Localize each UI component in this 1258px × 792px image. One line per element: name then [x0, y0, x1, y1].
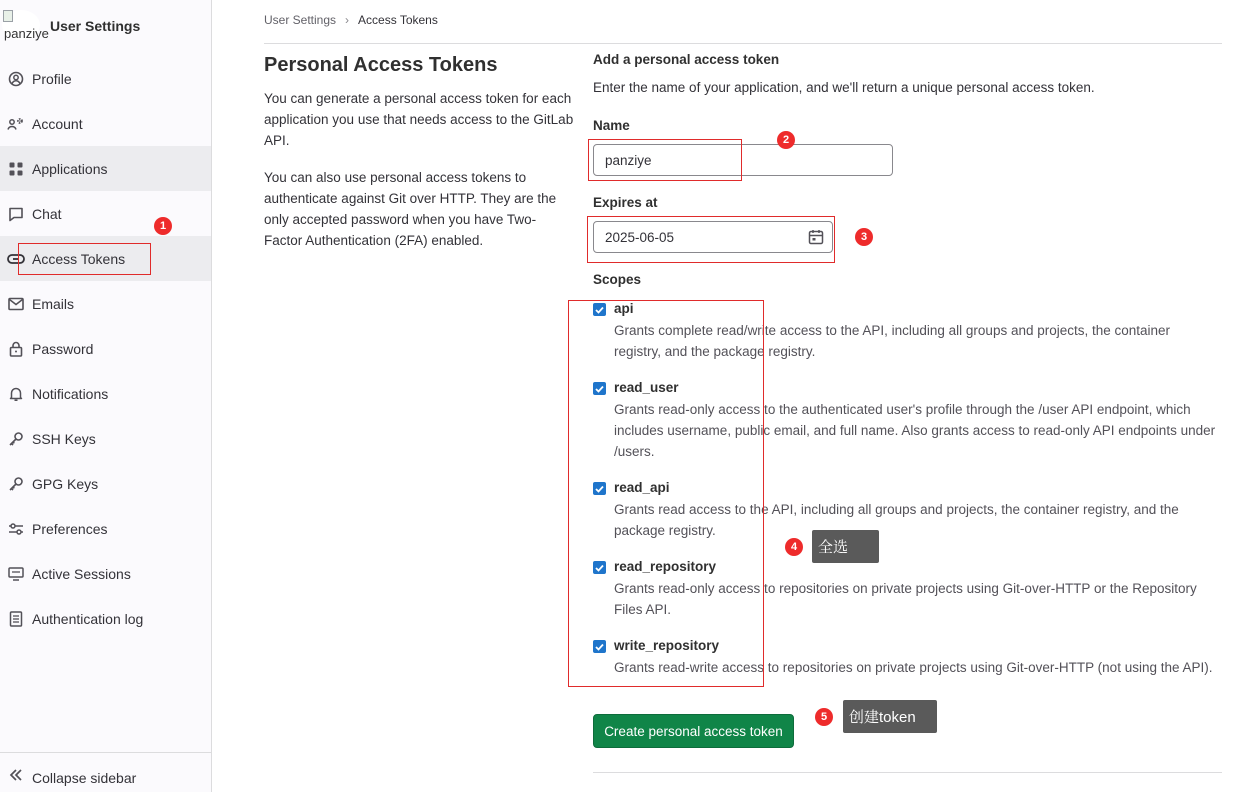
sidebar-item-emails[interactable]: [0, 281, 211, 326]
sidebar-item-label: Chat: [32, 205, 62, 222]
breadcrumb: [264, 13, 438, 27]
sidebar-item-password[interactable]: [0, 326, 211, 371]
sidebar-title[interactable]: User Settings: [50, 18, 141, 34]
sidebar-item-label: Profile: [32, 70, 72, 87]
expires-label: Expires at: [593, 195, 658, 210]
sidebar-item-label: SSH Keys: [32, 430, 96, 447]
sidebar-item-label: Applications: [32, 160, 108, 177]
mail-icon: [7, 295, 25, 313]
sidebar-item-label: Password: [32, 340, 94, 357]
scope-name[interactable]: write_repository: [614, 638, 720, 653]
scope-description: Grants read-only access to repositories on private projects using Git-over-HTTP or the Repository Files API.: [614, 581, 1197, 617]
scopes-label: Scopes: [593, 272, 642, 287]
annotation-box-name: [588, 139, 742, 181]
sidebar-item-label: Active Sessions: [32, 565, 131, 582]
chat-icon: [7, 205, 25, 223]
annotation-badge: 3: [855, 228, 873, 246]
annotation-box-access-tokens: [18, 243, 151, 275]
sidebar-header: [0, 0, 211, 56]
sidebar-item-profile[interactable]: [0, 56, 211, 101]
name-label: Name: [593, 118, 630, 133]
sidebar-item-label: Preferences: [32, 520, 108, 537]
scope-name[interactable]: read_repository: [614, 559, 717, 574]
sidebar-item-ssh-keys[interactable]: [0, 416, 211, 461]
sidebar-item-preferences[interactable]: [0, 506, 211, 551]
sidebar-item-active-sessions[interactable]: [0, 551, 211, 596]
page-title: Personal Access Tokens: [264, 54, 498, 76]
sidebar-item-label: GPG Keys: [32, 475, 99, 492]
scope-description: Grants read access to the API, including all groups and projects, the container registry, and the package registry.: [614, 502, 1179, 538]
intro-paragraph: You can also use personal access tokens to authenticate against Git over HTTP. They are the only accepted password when you have Two-Factor Authentication (2FA) enabled.: [264, 170, 557, 248]
monitor-icon: [7, 565, 25, 583]
divider: [593, 772, 1222, 773]
profile-icon: [7, 70, 25, 88]
breadcrumb-parent-link[interactable]: User Settings: [264, 13, 337, 27]
bell-icon: [7, 385, 25, 403]
annotation-box-expires: [587, 216, 835, 263]
annotation-badge: 2: [777, 131, 795, 149]
scope-description: Grants read-only access to the authenticated user's profile through the /user API endpoint, which includes username, public email, and full name. Also grants access to read-only API endpoints under /users.: [614, 402, 1216, 459]
account-icon: [7, 115, 25, 133]
scope-description: Grants read-write access to repositories on private projects using Git-over-HTTP (not using the API).: [614, 660, 1213, 675]
sidebar-item-label: Notifications: [32, 385, 109, 402]
annotation-badge: 5: [815, 708, 833, 726]
sidebar-item-label: Emails: [32, 295, 75, 312]
sidebar-item-gpg-keys[interactable]: [0, 461, 211, 506]
sidebar-item-label: Account: [32, 115, 83, 132]
sidebar: [0, 0, 212, 792]
sidebar-item-label: Authentication log: [32, 610, 144, 627]
key-icon: [7, 475, 25, 493]
form-subheading: Enter the name of your application, and we'll return a unique personal access token.: [593, 80, 1095, 95]
divider: [264, 43, 1222, 44]
scope-description: Grants complete read/write access to the API, including all groups and projects, the container registry, and the package registry.: [614, 323, 1171, 359]
scope-name[interactable]: read_user: [614, 380, 679, 395]
avatar-alt-text: panziye: [4, 26, 49, 41]
double-chevron-left-icon: [8, 767, 24, 783]
intro-paragraph: You can generate a personal access token for each application you use that needs access to the GitLab API.: [264, 91, 574, 148]
avatar[interactable]: [2, 10, 49, 41]
log-icon: [7, 610, 25, 628]
sidebar-item-label: Access Tokens: [32, 250, 126, 267]
scope-name[interactable]: api: [614, 301, 634, 316]
sidebar-item-notifications[interactable]: [0, 371, 211, 416]
lock-icon: [7, 340, 25, 358]
annotation-tip-select-all: 全选: [812, 530, 879, 563]
create-token-button[interactable]: Create personal access token: [593, 714, 794, 748]
broken-image-icon: [3, 10, 13, 22]
collapse-sidebar-button[interactable]: [0, 752, 211, 792]
scope-name[interactable]: read_api: [614, 480, 670, 495]
annotation-badge: 1: [154, 217, 172, 235]
annotation-tip-create-token: 创建token: [843, 700, 937, 733]
sidebar-item-account[interactable]: [0, 101, 211, 146]
breadcrumb-current[interactable]: Access Tokens: [358, 13, 438, 27]
key-icon: [7, 430, 25, 448]
form-heading: Add a personal access token: [593, 52, 780, 67]
sidebar-item-applications[interactable]: [0, 146, 211, 191]
breadcrumb-separator: ›: [345, 13, 350, 27]
sidebar-item-chat[interactable]: [0, 191, 211, 236]
annotation-box-scopes: [568, 300, 764, 687]
collapse-sidebar-label: Collapse sidebar: [32, 770, 137, 786]
applications-icon: [7, 160, 25, 178]
annotation-badge: 4: [785, 538, 803, 556]
preferences-icon: [7, 520, 25, 538]
expires-date-value: 2025-06-05: [605, 230, 675, 245]
sidebar-item-authentication-log[interactable]: [0, 596, 211, 641]
